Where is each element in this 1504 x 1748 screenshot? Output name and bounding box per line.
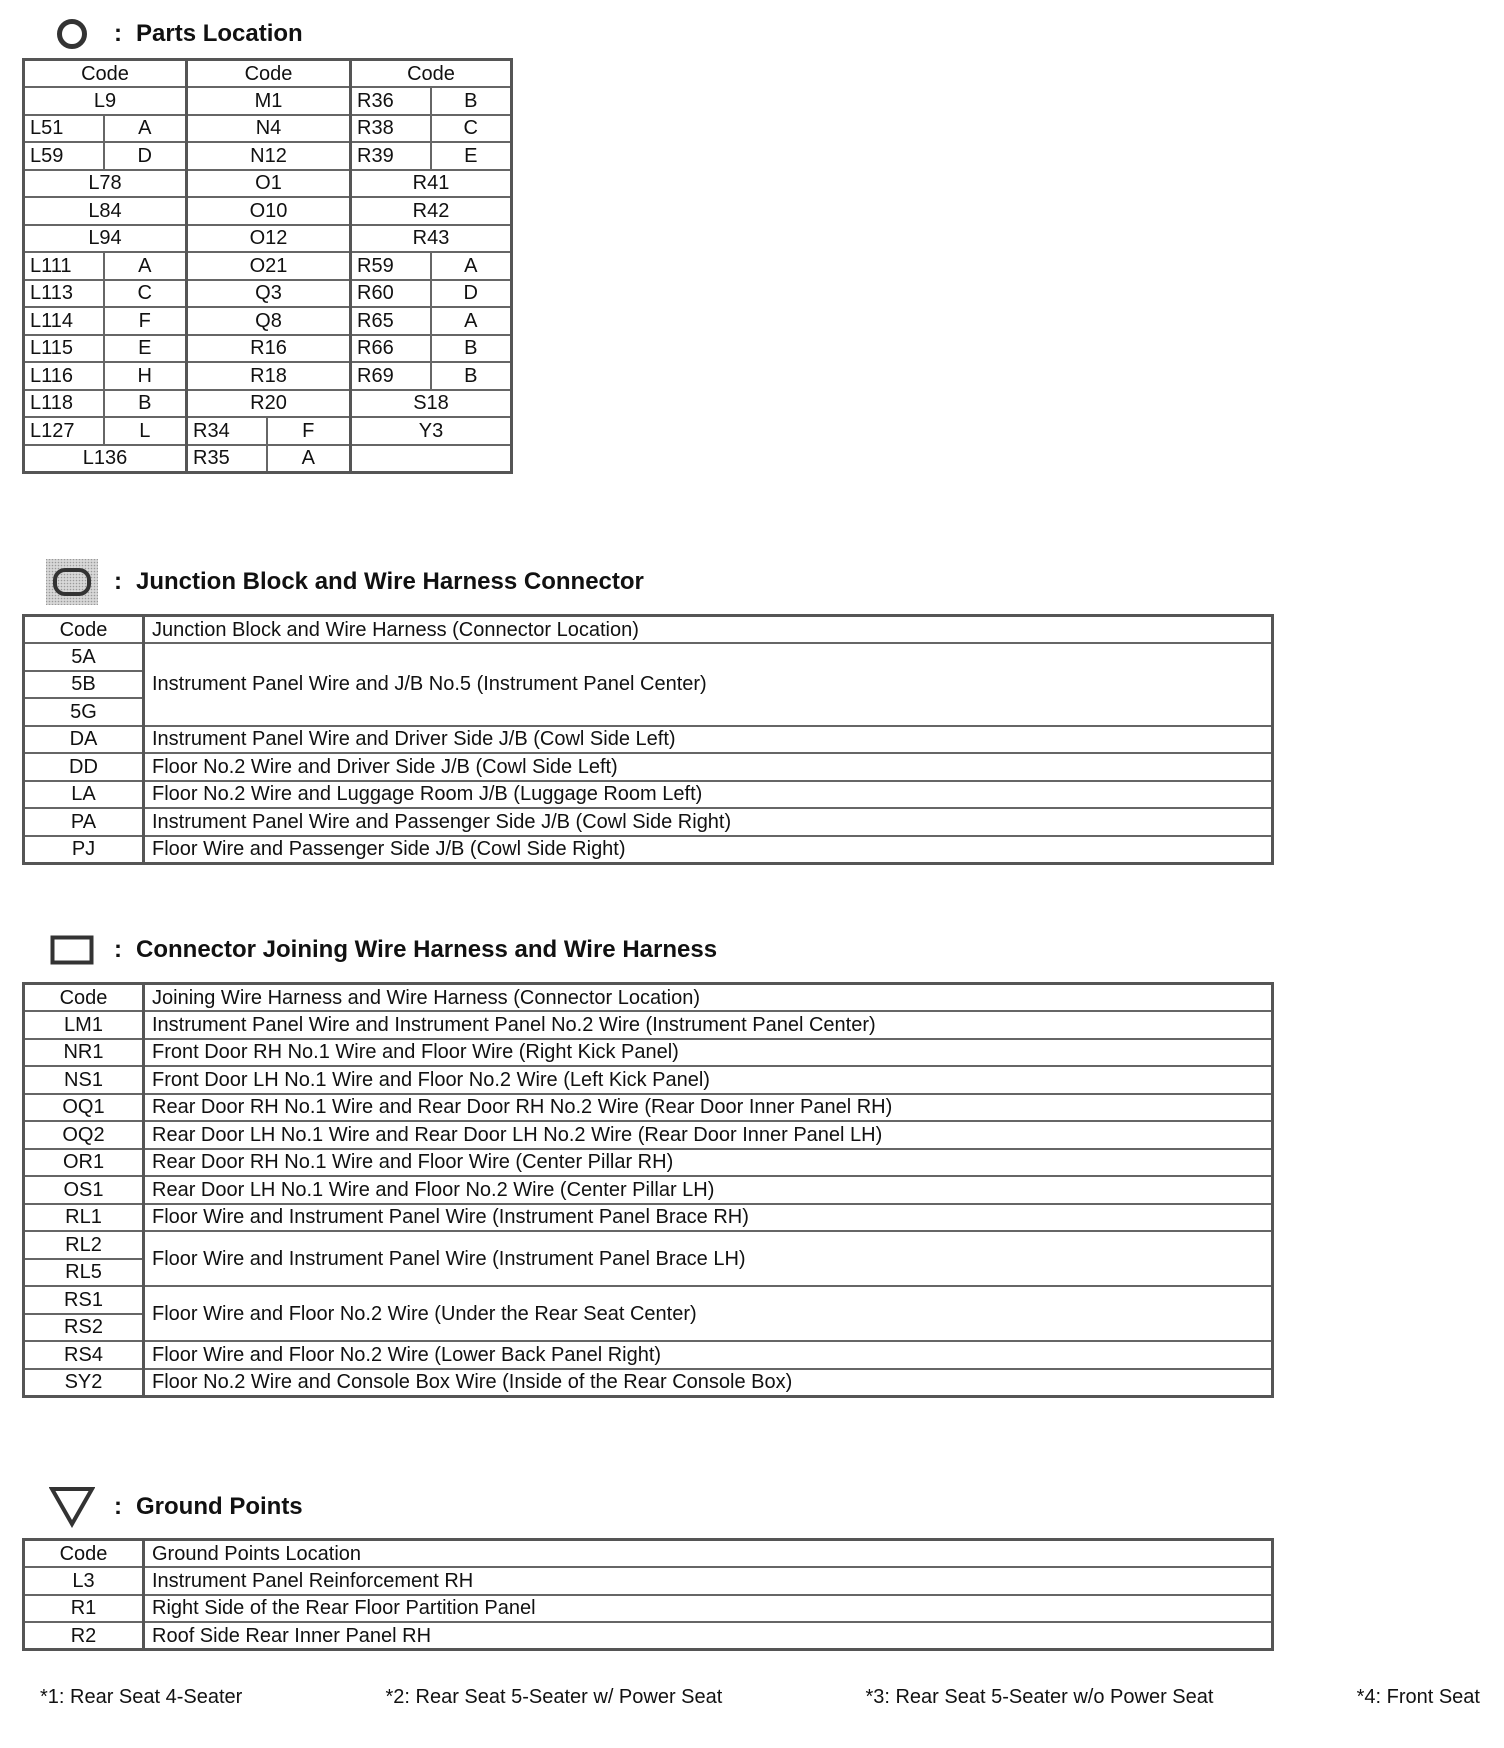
column-header: Joining Wire Harness and Wire Harness (Connector Location) [144, 984, 1273, 1012]
location-description: Front Door LH No.1 Wire and Floor No.2 Wire (Left Kick Panel) [144, 1066, 1273, 1094]
connector-code: 5G [24, 698, 144, 726]
rectangle-outline-icon [44, 928, 100, 972]
table-row [24, 1149, 1273, 1177]
part-suffix: E [104, 335, 187, 363]
part-suffix: F [267, 417, 351, 445]
circle-icon [44, 12, 100, 56]
table-row [24, 1011, 1273, 1039]
part-code: N4 [187, 115, 351, 143]
rounded-rectangle-shaded-icon [44, 560, 100, 604]
table-row [24, 1286, 1273, 1314]
part-code: R65 [351, 307, 431, 335]
location-description: Right Side of the Rear Floor Partition Panel [144, 1595, 1273, 1623]
part-code: N12 [187, 142, 351, 170]
section-title: Ground Points [136, 1493, 303, 1520]
header-row [24, 60, 512, 88]
location-description: Roof Side Rear Inner Panel RH [144, 1622, 1273, 1650]
location-description: Floor Wire and Floor No.2 Wire (Under the Rear Seat Center) [144, 1286, 1273, 1341]
location-description: Floor Wire and Floor No.2 Wire (Lower Back Panel Right) [144, 1341, 1273, 1369]
table-row [24, 307, 512, 335]
location-description: Front Door RH No.1 Wire and Floor Wire (Right Kick Panel) [144, 1039, 1273, 1067]
part-code: L51 [24, 115, 104, 143]
part-suffix: B [431, 335, 512, 363]
connector-code: RS1 [24, 1286, 144, 1314]
triangle-down-icon [44, 1485, 100, 1529]
connector-code: LM1 [24, 1011, 144, 1039]
part-code: R20 [187, 390, 351, 418]
part-suffix: A [431, 307, 512, 335]
location-description: Instrument Panel Reinforcement RH [144, 1567, 1273, 1595]
footnotes [40, 1686, 1480, 1709]
part-code: R39 [351, 142, 431, 170]
part-suffix: E [431, 142, 512, 170]
table-row [24, 726, 1273, 754]
connector-code: DD [24, 753, 144, 781]
table-row [24, 1567, 1273, 1595]
column-header: Code [24, 984, 144, 1012]
part-suffix: A [104, 115, 187, 143]
connector-code: RS2 [24, 1314, 144, 1342]
connector-code: SY2 [24, 1369, 144, 1397]
table-row [24, 1595, 1273, 1623]
table-row [24, 252, 512, 280]
part-code: L59 [24, 142, 104, 170]
table-row [24, 1066, 1273, 1094]
connector-code: PJ [24, 836, 144, 864]
part-code: L111 [24, 252, 104, 280]
connector-joining-heading [44, 928, 717, 972]
table-row [24, 445, 512, 473]
part-suffix: A [104, 252, 187, 280]
part-suffix: C [431, 115, 512, 143]
footnote: *3: Rear Seat 5-Seater w/o Power Seat [865, 1686, 1214, 1708]
connector-code: DA [24, 726, 144, 754]
part-code: L127 [24, 417, 104, 445]
table-row [24, 1622, 1273, 1650]
ground-points-heading [44, 1485, 303, 1529]
part-code: R69 [351, 362, 431, 390]
table-row [24, 643, 1273, 671]
colon: : [114, 568, 122, 595]
part-suffix: C [104, 280, 187, 308]
part-suffix: B [104, 390, 187, 418]
table-row [24, 1204, 1273, 1232]
part-suffix: B [431, 87, 512, 115]
connector-code: 5A [24, 643, 144, 671]
connector-code: NS1 [24, 1066, 144, 1094]
location-description: Instrument Panel Wire and Instrument Panel No.2 Wire (Instrument Panel Center) [144, 1011, 1273, 1039]
part-code: L84 [24, 197, 187, 225]
table-row [24, 1039, 1273, 1067]
part-suffix: D [431, 280, 512, 308]
connector-code: L3 [24, 1567, 144, 1595]
column-header: Code [187, 60, 351, 88]
part-code [351, 445, 512, 473]
location-description: Floor No.2 Wire and Driver Side J/B (Cowl Side Left) [144, 753, 1273, 781]
location-description: Rear Door LH No.1 Wire and Floor No.2 Wire (Center Pillar LH) [144, 1176, 1273, 1204]
column-header: Code [24, 1540, 144, 1568]
location-description: Rear Door LH No.1 Wire and Rear Door LH No.2 Wire (Rear Door Inner Panel LH) [144, 1121, 1273, 1149]
parts-location-heading [44, 12, 303, 56]
footnote: *1: Rear Seat 4-Seater [40, 1686, 243, 1708]
colon: : [114, 1493, 122, 1520]
location-description: Rear Door RH No.1 Wire and Rear Door RH No.2 Wire (Rear Door Inner Panel RH) [144, 1094, 1273, 1122]
table-row [24, 87, 512, 115]
section-title: Junction Block and Wire Harness Connector [136, 568, 644, 595]
part-code: Y3 [351, 417, 512, 445]
part-code: R59 [351, 252, 431, 280]
part-suffix: F [104, 307, 187, 335]
location-description: Instrument Panel Wire and Driver Side J/B (Cowl Side Left) [144, 726, 1273, 754]
table-row [24, 335, 512, 363]
connector-code: 5B [24, 671, 144, 699]
table-row [24, 390, 512, 418]
part-code: Q8 [187, 307, 351, 335]
connector-code: R1 [24, 1595, 144, 1623]
part-suffix: L [104, 417, 187, 445]
table-row [24, 362, 512, 390]
part-code: L118 [24, 390, 104, 418]
table-row [24, 170, 512, 198]
header-row [24, 984, 1273, 1012]
section-title: Parts Location [136, 20, 303, 47]
column-header: Code [351, 60, 512, 88]
connector-code: RL1 [24, 1204, 144, 1232]
connector-code: OQ2 [24, 1121, 144, 1149]
part-code: R36 [351, 87, 431, 115]
header-row [24, 1540, 1273, 1568]
parts-location-table [22, 58, 513, 474]
location-description: Floor Wire and Instrument Panel Wire (Instrument Panel Brace RH) [144, 1204, 1273, 1232]
part-suffix: A [431, 252, 512, 280]
colon: : [114, 936, 122, 963]
table-row [24, 225, 512, 253]
connector-code: OS1 [24, 1176, 144, 1204]
location-description: Instrument Panel Wire and J/B No.5 (Instrument Panel Center) [144, 643, 1273, 726]
header-row [24, 616, 1273, 644]
table-row [24, 417, 512, 445]
table-row [24, 280, 512, 308]
connector-joining-table [22, 982, 1274, 1398]
part-code: Q3 [187, 280, 351, 308]
connector-code: OQ1 [24, 1094, 144, 1122]
part-suffix: D [104, 142, 187, 170]
section-title: Connector Joining Wire Harness and Wire Harness [136, 936, 718, 963]
column-header: Ground Points Location [144, 1540, 1273, 1568]
connector-code: OR1 [24, 1149, 144, 1177]
table-row [24, 1094, 1273, 1122]
connector-code: RL5 [24, 1259, 144, 1287]
connector-code: PA [24, 808, 144, 836]
part-code: M1 [187, 87, 351, 115]
connector-code: NR1 [24, 1039, 144, 1067]
part-code: R35 [187, 445, 267, 473]
connector-code: LA [24, 781, 144, 809]
location-description: Floor Wire and Passenger Side J/B (Cowl Side Right) [144, 836, 1273, 864]
part-code: L113 [24, 280, 104, 308]
table-row [24, 781, 1273, 809]
connector-code: RL2 [24, 1231, 144, 1259]
location-description: Floor No.2 Wire and Console Box Wire (Inside of the Rear Console Box) [144, 1369, 1273, 1397]
table-row [24, 1231, 1273, 1259]
table-row [24, 1369, 1273, 1397]
part-code: R43 [351, 225, 512, 253]
location-description: Floor Wire and Instrument Panel Wire (Instrument Panel Brace LH) [144, 1231, 1273, 1286]
location-description: Instrument Panel Wire and Passenger Side J/B (Cowl Side Right) [144, 808, 1273, 836]
table-row [24, 1121, 1273, 1149]
part-code: L94 [24, 225, 187, 253]
colon: : [114, 20, 122, 47]
part-suffix: H [104, 362, 187, 390]
table-row [24, 836, 1273, 864]
column-header: Junction Block and Wire Harness (Connector Location) [144, 616, 1273, 644]
part-code: R42 [351, 197, 512, 225]
table-row [24, 142, 512, 170]
table-row [24, 1341, 1273, 1369]
footnote: *2: Rear Seat 5-Seater w/ Power Seat [385, 1686, 723, 1708]
footnote: *4: Front Seat [1356, 1686, 1480, 1708]
part-code: R16 [187, 335, 351, 363]
table-row [24, 808, 1273, 836]
table-row [24, 753, 1273, 781]
part-code: R60 [351, 280, 431, 308]
part-code: S18 [351, 390, 512, 418]
column-header: Code [24, 616, 144, 644]
part-code: L78 [24, 170, 187, 198]
part-code: L9 [24, 87, 187, 115]
part-code: O1 [187, 170, 351, 198]
table-row [24, 1176, 1273, 1204]
junction-block-table [22, 614, 1274, 865]
table-row [24, 115, 512, 143]
connector-code: RS4 [24, 1341, 144, 1369]
part-code: L136 [24, 445, 187, 473]
part-suffix: B [431, 362, 512, 390]
part-code: L115 [24, 335, 104, 363]
part-code: O21 [187, 252, 351, 280]
junction-block-heading [44, 560, 644, 604]
part-code: R66 [351, 335, 431, 363]
table-row [24, 197, 512, 225]
location-description: Rear Door RH No.1 Wire and Floor Wire (Center Pillar RH) [144, 1149, 1273, 1177]
part-code: R38 [351, 115, 431, 143]
part-code: R18 [187, 362, 351, 390]
part-suffix: A [267, 445, 351, 473]
connector-code: R2 [24, 1622, 144, 1650]
location-description: Floor No.2 Wire and Luggage Room J/B (Luggage Room Left) [144, 781, 1273, 809]
part-code: L114 [24, 307, 104, 335]
part-code: R34 [187, 417, 267, 445]
column-header: Code [24, 60, 187, 88]
part-code: O12 [187, 225, 351, 253]
part-code: O10 [187, 197, 351, 225]
part-code: L116 [24, 362, 104, 390]
part-code: R41 [351, 170, 512, 198]
ground-points-table [22, 1538, 1274, 1651]
